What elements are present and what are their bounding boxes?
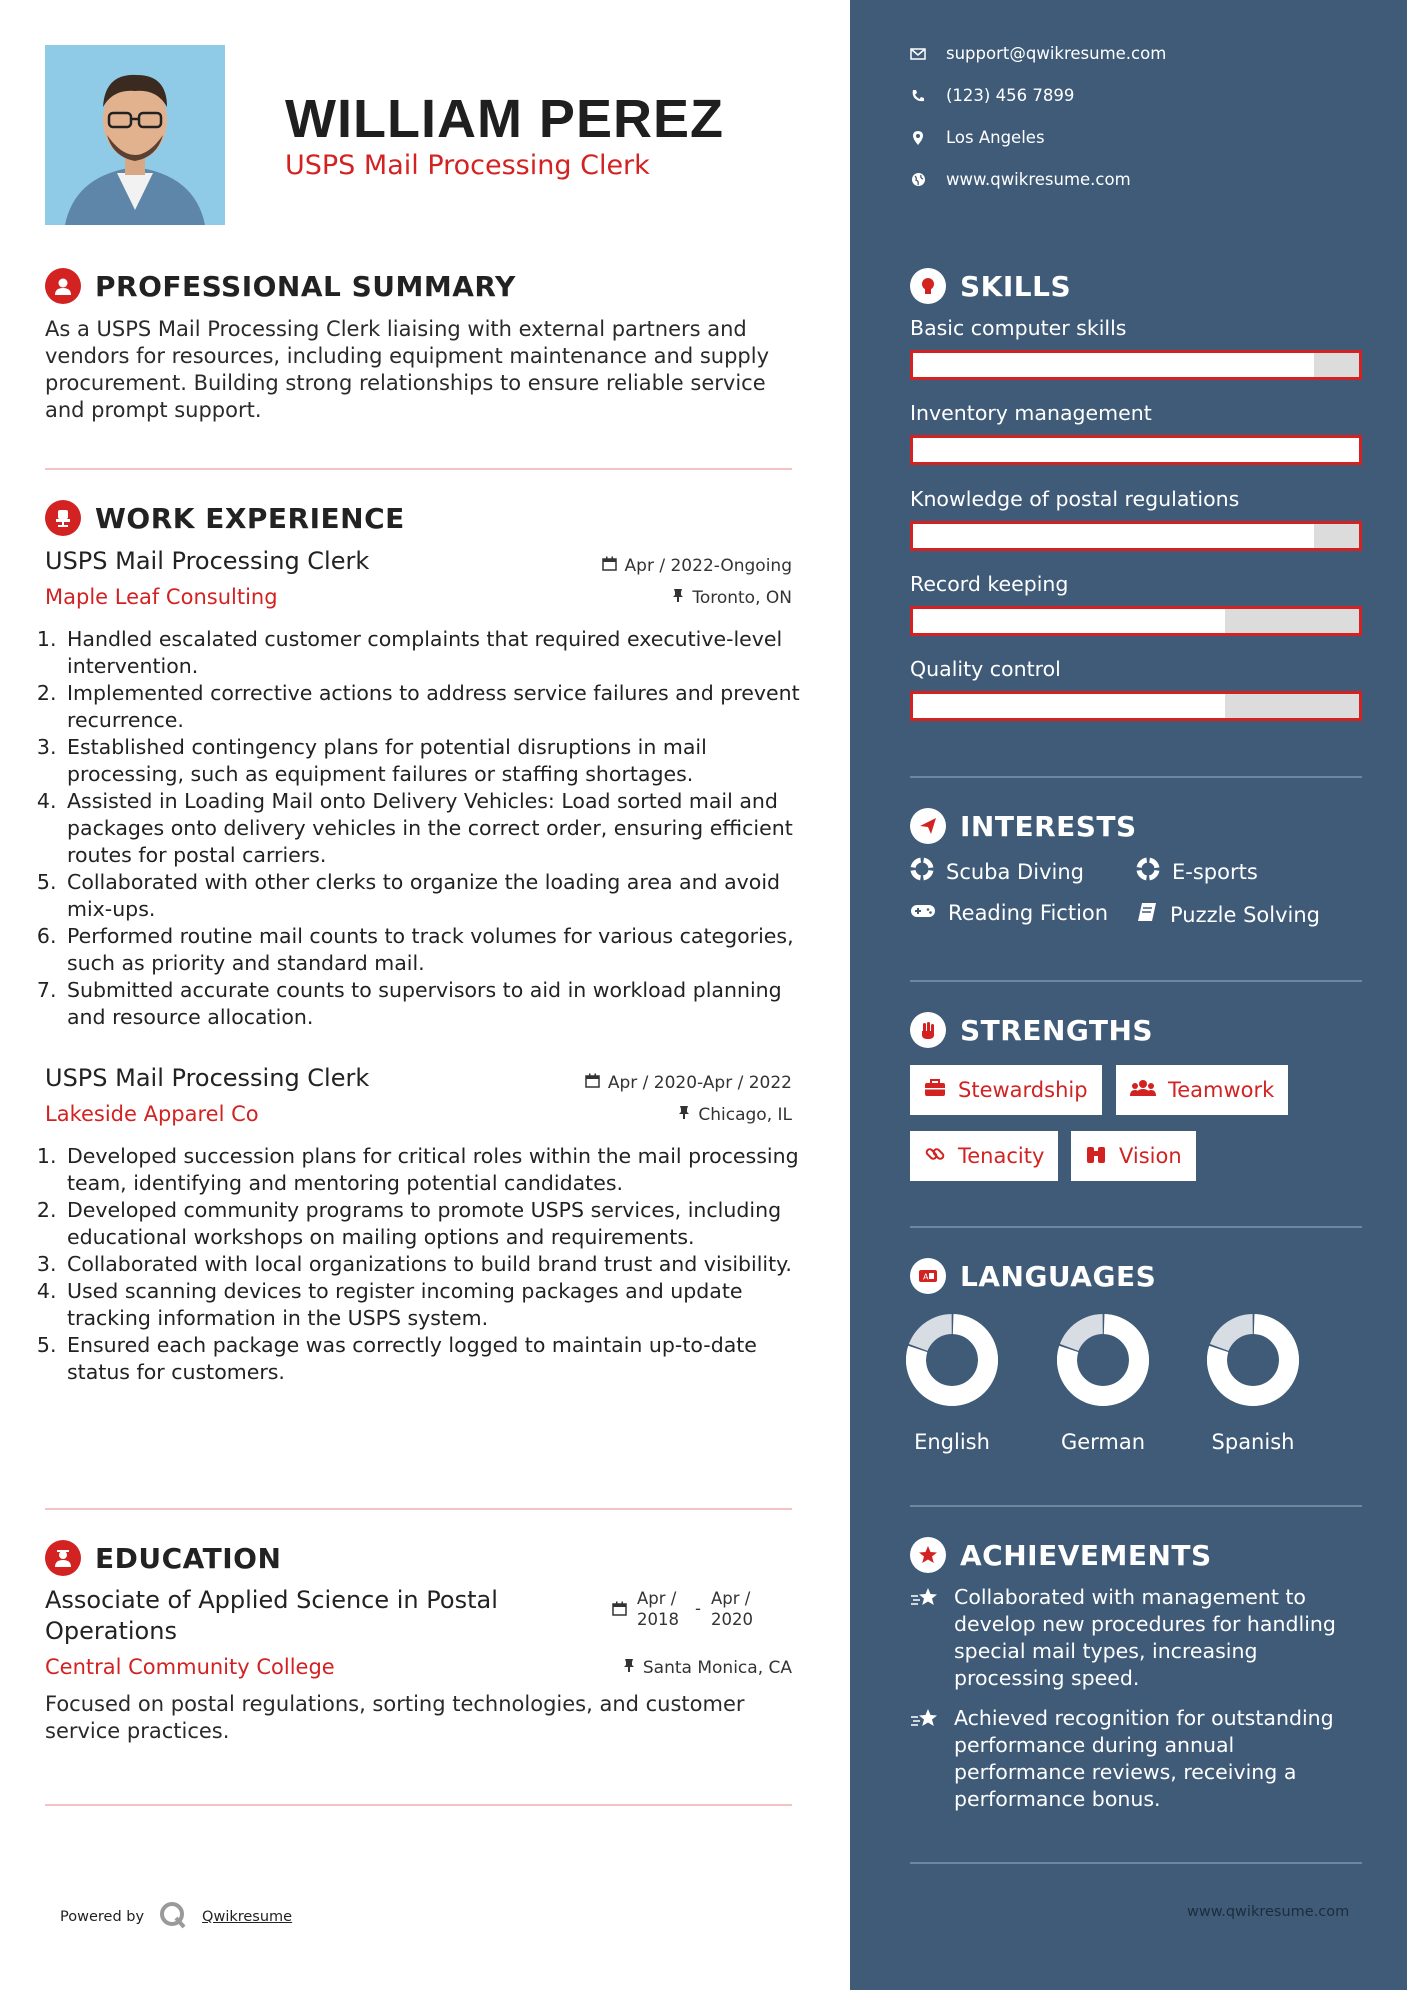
user-icon: [45, 268, 81, 304]
language-label: German: [1060, 1430, 1146, 1454]
skill-name: Basic computer skills: [910, 316, 1127, 340]
book-icon: [1136, 901, 1158, 928]
footer-powered-by: [60, 1900, 292, 1934]
interests-title: INTERESTS: [960, 809, 1137, 843]
pin-icon: [623, 1658, 635, 1678]
job-duties-list: [45, 1143, 813, 1386]
list-item: 5. Ensured each package was correctly logged to maintain up-to-date status for customers.: [63, 1332, 813, 1386]
list-item: 3. Established contingency plans for potential disruptions in mail processing, such as equipment failures or staffing shortages.: [63, 734, 813, 788]
skills-heading: [910, 268, 1071, 304]
job-location-text: Toronto, ON: [692, 588, 792, 608]
strength-label: Stewardship: [958, 1078, 1088, 1102]
interest-item: [910, 857, 1084, 886]
list-item: 2. Implemented corrective actions to address service failures and prevent recurrence.: [63, 680, 813, 734]
binoculars-icon: [1085, 1143, 1107, 1170]
summary-title: PROFESSIONAL SUMMARY: [95, 269, 516, 303]
lightbulb-icon: [910, 268, 946, 304]
calendar-icon: [585, 1073, 600, 1093]
calendar-icon: [612, 1600, 627, 1621]
achievement-text: Achieved recognition for outstanding performance during annual performance reviews, receiving a performance bonus.: [954, 1706, 1334, 1811]
strength-badge: [1071, 1131, 1196, 1181]
divider: [45, 468, 792, 470]
gamepad-icon: [910, 901, 936, 925]
skill-bar-fill: [913, 609, 1225, 633]
education-location: [560, 1658, 792, 1678]
summary-heading: [45, 268, 516, 304]
phone-icon: [910, 88, 926, 104]
achievement-text: Collaborated with management to develop new procedures for handling special mail types, increasing processing speed.: [954, 1585, 1336, 1690]
language-level-ring: [1203, 1310, 1303, 1410]
interest-item: [1136, 901, 1320, 928]
divider: [910, 1226, 1362, 1228]
chair-icon: [45, 500, 81, 536]
language-level-ring: [1053, 1310, 1153, 1410]
language-icon: [910, 1258, 946, 1294]
hand-icon: [910, 1012, 946, 1048]
pin-icon: [678, 1105, 690, 1125]
footer-site[interactable]: www.qwikresume.com: [1187, 1904, 1350, 1920]
language-label: Spanish: [1211, 1430, 1295, 1454]
strength-label: Vision: [1119, 1144, 1182, 1168]
list-item: 4. Assisted in Loading Mail onto Delivery Vehicles: Load sorted mail and packages onto delivery vehicles in the correct order, ensuring efficient routes for postal carriers.: [63, 788, 813, 869]
job-dates: [540, 1073, 792, 1093]
paper-plane-icon: [910, 808, 946, 844]
education-start-date: Apr / 2018: [637, 1589, 679, 1629]
candidate-role: USPS Mail Processing Clerk: [285, 150, 650, 181]
divider: [910, 980, 1362, 982]
skill-name: Inventory management: [910, 401, 1152, 425]
powered-by-text: Powered by: [60, 1909, 145, 1925]
education-date-separator: -: [695, 1599, 701, 1618]
interest-label: Scuba Diving: [946, 859, 1084, 884]
job-dates: [560, 556, 792, 576]
language-item: [1203, 1310, 1303, 1454]
divider: [45, 1804, 792, 1806]
list-item: 1. Handled escalated customer complaints that required executive-level intervention.: [63, 626, 813, 680]
language-item: [902, 1310, 1002, 1454]
job-title: USPS Mail Processing Clerk: [45, 547, 370, 575]
strength-label: Tenacity: [958, 1144, 1045, 1168]
strength-badge: [910, 1131, 1058, 1181]
list-item: 3. Collaborated with local organizations to build brand trust and visibility.: [63, 1251, 813, 1278]
education-description: Focused on postal regulations, sorting technologies, and customer service practices.: [45, 1692, 745, 1743]
strengths-heading: [910, 1012, 1153, 1048]
users-icon: [1130, 1078, 1156, 1102]
skill-bar: [910, 350, 1362, 380]
experience-heading: [45, 500, 405, 536]
contact-location: [910, 128, 1045, 147]
skill-bar: [910, 521, 1362, 551]
map-marker-icon: [910, 130, 926, 146]
shooting-star-icon: [910, 1705, 942, 1813]
divider: [910, 1862, 1362, 1864]
job-dates-text: Apr / 2022-Ongoing: [624, 556, 792, 576]
achievements-heading: [910, 1537, 1212, 1573]
skill-bar: [910, 691, 1362, 721]
interests-heading: [910, 808, 1137, 844]
life-ring-icon: [1136, 857, 1160, 886]
education-dates: [612, 1588, 759, 1630]
profile-photo: [45, 45, 225, 225]
candidate-name: WILLIAM PEREZ: [285, 89, 724, 149]
interest-label: Puzzle Solving: [1170, 902, 1320, 927]
achievements-title: ACHIEVEMENTS: [960, 1538, 1212, 1572]
language-item: [1053, 1310, 1153, 1454]
job-company: Maple Leaf Consulting: [45, 585, 278, 609]
interest-item: [910, 901, 1108, 925]
school-name: Central Community College: [45, 1655, 335, 1679]
list-item: 2. Developed community programs to promote USPS services, including educational workshops on mailing options and requirements.: [63, 1197, 813, 1251]
job-company: Lakeside Apparel Co: [45, 1102, 259, 1126]
calendar-icon: [602, 556, 617, 576]
globe-icon: [910, 172, 926, 188]
divider: [45, 1508, 792, 1510]
degree-title: Associate of Applied Science in Postal Operations: [45, 1586, 498, 1645]
education-title: EDUCATION: [95, 1541, 282, 1575]
website-text: www.qwikresume.com: [946, 170, 1131, 189]
skill-name: Knowledge of postal regulations: [910, 487, 1240, 511]
graduate-icon: [45, 1540, 81, 1576]
experience-title: WORK EXPERIENCE: [95, 501, 405, 535]
list-item: 5. Collaborated with other clerks to organize the loading area and avoid mix-ups.: [63, 869, 813, 923]
languages-title: LANGUAGES: [960, 1259, 1157, 1293]
contact-phone: [910, 86, 1074, 105]
skill-name: Record keeping: [910, 572, 1069, 596]
job-location: [560, 1105, 792, 1125]
job-location-text: Chicago, IL: [698, 1105, 792, 1125]
email-text: support@qwikresume.com: [946, 44, 1167, 63]
pin-icon: [672, 588, 684, 608]
list-item: 4. Used scanning devices to register incoming packages and update tracking information in the USPS system.: [63, 1278, 813, 1332]
job-title: USPS Mail Processing Clerk: [45, 1064, 370, 1092]
contact-website[interactable]: [910, 170, 1131, 189]
envelope-icon: [910, 46, 926, 62]
interest-label: Reading Fiction: [948, 901, 1109, 925]
achievement-item: [910, 1705, 1360, 1813]
languages-heading: [910, 1258, 1156, 1294]
interest-label: E-sports: [1172, 859, 1258, 884]
language-label: English: [914, 1430, 990, 1454]
svg-text:A: A: [923, 1272, 929, 1282]
interest-item: [1136, 857, 1258, 886]
skills-title: SKILLS: [960, 269, 1072, 303]
qwikresume-logo-icon: [158, 1900, 188, 1934]
phone-text: (123) 456 7899: [946, 86, 1075, 105]
skill-bar: [910, 435, 1362, 465]
education-heading: [45, 1540, 281, 1576]
location-text: Los Angeles: [946, 128, 1045, 147]
divider: [910, 776, 1362, 778]
language-level-ring: [902, 1310, 1002, 1410]
life-ring-icon: [910, 857, 934, 886]
contact-email[interactable]: [910, 44, 1166, 63]
list-item: 1. Developed succession plans for critical roles within the mail processing team, identifying and mentoring potential candidates.: [63, 1143, 813, 1197]
skill-bar-fill: [913, 524, 1314, 548]
strengths-title: STRENGTHS: [960, 1013, 1154, 1047]
summary-text: As a USPS Mail Processing Clerk liaising with external partners and vendors for resources, including equipment maintenance and supply procurement. Building strong relationships to ensure reliable service and prompt support.: [45, 317, 769, 422]
strength-label: Teamwork: [1168, 1078, 1275, 1102]
skill-bar-fill: [913, 438, 1359, 462]
job-duties-list: [45, 626, 813, 1031]
education-location-text: Santa Monica, CA: [642, 1658, 792, 1678]
shooting-star-icon: [910, 1584, 942, 1692]
skill-bar-fill: [913, 353, 1314, 377]
strength-badge: [910, 1065, 1102, 1115]
skill-name: Quality control: [910, 657, 1061, 681]
sidebar: [850, 0, 1407, 1990]
briefcase-icon: [924, 1078, 946, 1102]
job-location: [560, 588, 792, 608]
link-icon: [924, 1143, 946, 1170]
list-item: 7. Submitted accurate counts to supervisors to aid in workload planning and resource allocation.: [63, 977, 813, 1031]
qwikresume-link[interactable]: Qwikresume: [202, 1909, 293, 1925]
achievement-item: [910, 1584, 1360, 1692]
skill-bar-fill: [913, 694, 1225, 718]
divider: [910, 1505, 1362, 1507]
list-item: 6. Performed routine mail counts to track volumes for various categories, such as priority and standard mail.: [63, 923, 813, 977]
star-icon: [910, 1537, 946, 1573]
job-dates-text: Apr / 2020-Apr / 2022: [607, 1073, 792, 1093]
skill-bar: [910, 606, 1362, 636]
strength-badge: [1116, 1065, 1288, 1115]
education-end-date: Apr / 2020: [710, 1589, 753, 1629]
